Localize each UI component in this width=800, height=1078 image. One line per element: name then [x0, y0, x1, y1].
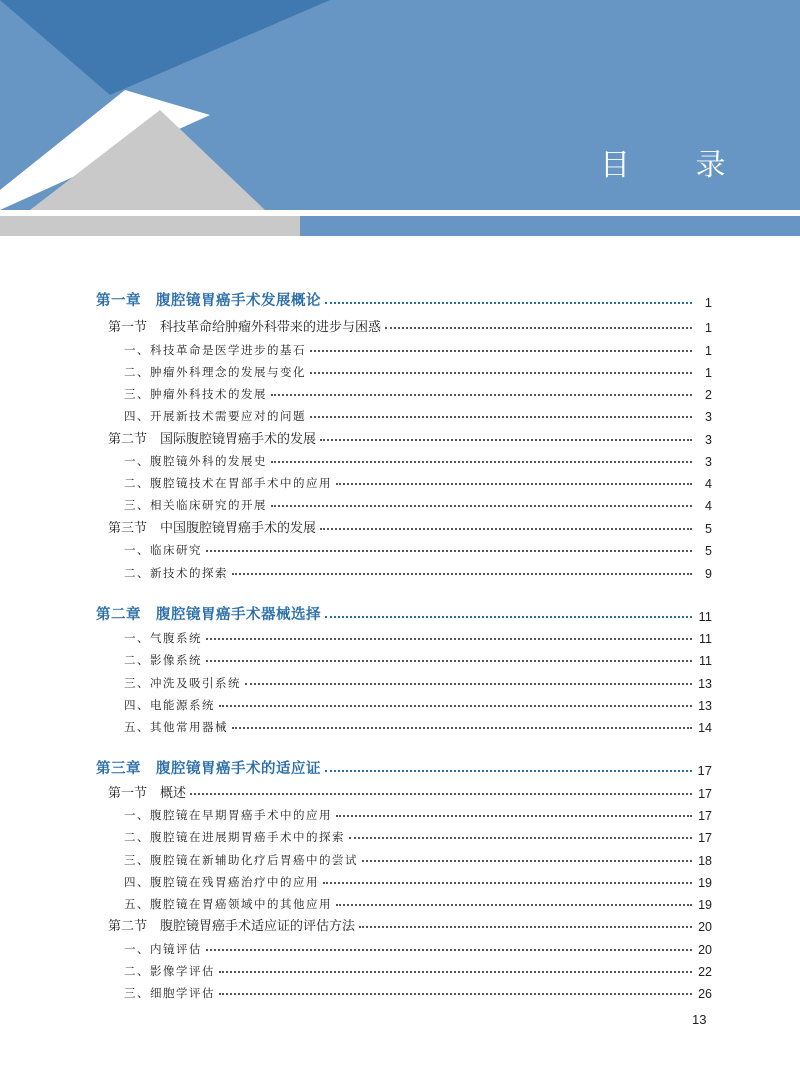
banner-blue-strip [300, 216, 800, 236]
toc-section-entry[interactable] [108, 779, 712, 801]
toc-item-entry[interactable] [124, 469, 712, 491]
dot-leader [336, 815, 692, 817]
toc-entry-title: 一、内镜评估 [124, 942, 202, 956]
toc-entry-page: 13 [698, 699, 712, 713]
toc-entry-title: 第三章 腹腔镜胃癌手术的适应证 [96, 760, 321, 777]
toc-entry-page: 4 [705, 499, 712, 513]
toc-item-entry[interactable] [124, 559, 712, 581]
toc-entry-title: 二、影像系统 [124, 653, 202, 667]
dot-leader [320, 439, 692, 441]
dot-leader [206, 550, 692, 552]
toc-item-entry[interactable] [124, 713, 712, 735]
toc-entry-title: 三、肿瘤外科技术的发展 [124, 387, 267, 401]
toc-item-entry[interactable] [124, 801, 712, 823]
toc-entry-page: 3 [705, 410, 712, 424]
dot-leader [219, 993, 692, 995]
toc-item-entry[interactable] [124, 447, 712, 469]
toc-entry-title: 四、腹腔镜在残胃癌治疗中的应用 [124, 875, 319, 889]
toc-entry-title: 一、临床研究 [124, 543, 202, 557]
dot-leader [362, 860, 692, 862]
dot-leader [271, 394, 692, 396]
dot-leader [320, 528, 692, 530]
dot-leader [219, 705, 692, 707]
header-banner [0, 0, 800, 240]
page-title: 目 录 [600, 148, 754, 183]
toc-entry-page: 1 [705, 321, 712, 335]
toc-entry-page: 14 [698, 721, 712, 735]
toc-entry-page: 5 [705, 522, 712, 536]
dot-leader [190, 793, 692, 795]
toc-entry-title: 二、肿瘤外科理念的发展与变化 [124, 365, 306, 379]
dot-leader [245, 683, 692, 685]
toc-entry-title: 一、腹腔镜在早期胃癌手术中的应用 [124, 808, 332, 822]
toc-entry-title: 三、冲洗及吸引系统 [124, 676, 241, 690]
toc-entry-page: 18 [698, 854, 712, 868]
toc-entry-title: 二、腹腔镜在进展期胃癌手术中的探索 [124, 830, 345, 844]
toc-item-entry[interactable] [124, 358, 712, 380]
toc-entry-page: 11 [699, 654, 712, 668]
toc-item-entry[interactable] [124, 380, 712, 402]
toc-chapter-entry[interactable] [96, 288, 712, 310]
toc-item-entry[interactable] [124, 536, 712, 558]
toc-item-entry[interactable] [124, 669, 712, 691]
toc-entry-page: 3 [705, 433, 712, 447]
dot-leader [310, 416, 692, 418]
toc-entry-page: 20 [698, 943, 712, 957]
dot-leader [323, 882, 692, 884]
toc-entry-page: 20 [698, 920, 712, 934]
toc-entry-title: 第二节 国际腹腔镜胃癌手术的发展 [108, 432, 317, 447]
toc-item-entry[interactable] [124, 646, 712, 668]
toc-entry-title: 五、腹腔镜在胃癌领域中的其他应用 [124, 897, 332, 911]
toc-entry-title: 五、其他常用器械 [124, 720, 228, 734]
toc-entry-page: 19 [698, 876, 712, 890]
toc-entry-title: 第一节 概述 [108, 786, 187, 801]
dot-leader [325, 302, 692, 304]
toc-entry-title: 二、影像学评估 [124, 964, 215, 978]
toc-entry-title: 一、科技革命是医学进步的基石 [124, 343, 306, 357]
dot-leader [349, 837, 692, 839]
dot-leader [271, 461, 692, 463]
toc-entry-page: 4 [705, 477, 712, 491]
toc-section-entry[interactable] [108, 912, 712, 934]
toc-entry-title: 三、细胞学评估 [124, 986, 215, 1000]
toc-entry-title: 二、腹腔镜技术在胃部手术中的应用 [124, 476, 332, 490]
page-number: 13 [692, 1012, 707, 1027]
toc-entry-page: 1 [705, 344, 712, 358]
dot-leader [385, 327, 692, 329]
toc-entry-title: 一、腹腔镜外科的发展史 [124, 454, 267, 468]
dot-leader [325, 770, 692, 772]
toc-item-entry[interactable] [124, 491, 712, 513]
dot-leader [325, 616, 692, 618]
dot-leader [219, 971, 692, 973]
toc-entry-page: 17 [698, 809, 712, 823]
toc-entry-title: 三、腹腔镜在新辅助化疗后胃癌中的尝试 [124, 853, 358, 867]
toc-entry-page: 3 [705, 455, 712, 469]
toc-entry-page: 2 [705, 388, 712, 402]
toc-section-entry[interactable] [108, 313, 712, 335]
toc-entry-title: 第一节 科技革命给肿瘤外科带来的进步与困惑 [108, 320, 382, 335]
toc-entry-page: 9 [705, 567, 712, 581]
toc-entry-title: 第二节 腹腔镜胃癌手术适应证的评估方法 [108, 919, 356, 934]
toc-item-entry[interactable] [124, 868, 712, 890]
dot-leader [206, 949, 692, 951]
toc-entry-page: 1 [704, 295, 712, 310]
toc-entry-title: 三、相关临床研究的开展 [124, 498, 267, 512]
toc-entry-page: 1 [705, 366, 712, 380]
toc-entry-title: 一、气腹系统 [124, 631, 202, 645]
toc-entry-page: 17 [697, 763, 712, 778]
toc-entry-title: 二、新技术的探索 [124, 566, 228, 580]
dot-leader [271, 505, 692, 507]
toc-item-entry[interactable] [124, 890, 712, 912]
toc-entry-title: 四、开展新技术需要应对的问题 [124, 409, 306, 423]
toc-item-entry[interactable] [124, 823, 712, 845]
toc-entry-page: 11 [699, 632, 712, 646]
dot-leader [206, 660, 692, 662]
toc-item-entry[interactable] [124, 691, 712, 713]
toc-entry-title: 第三节 中国腹腔镜胃癌手术的发展 [108, 521, 317, 536]
toc-entry-title: 四、电能源系统 [124, 698, 215, 712]
toc-section-entry[interactable] [108, 425, 712, 447]
toc-item-entry[interactable] [124, 624, 712, 646]
toc-chapter-entry[interactable] [96, 756, 712, 778]
dot-leader [232, 727, 692, 729]
banner-gray-strip [0, 216, 300, 236]
toc-item-entry[interactable] [124, 846, 712, 868]
toc-section-entry[interactable] [108, 514, 712, 536]
toc-entry-title: 第二章 腹腔镜胃癌手术器械选择 [96, 606, 321, 623]
dot-leader [336, 483, 692, 485]
toc-entry-title: 第一章 腹腔镜胃癌手术发展概论 [96, 292, 321, 309]
toc-item-entry[interactable] [124, 957, 712, 979]
toc-item-entry[interactable] [124, 402, 712, 424]
dot-leader [359, 926, 692, 928]
toc-entry-page: 17 [698, 787, 712, 801]
toc-item-entry[interactable] [124, 336, 712, 358]
dot-leader [336, 904, 692, 906]
dot-leader [310, 372, 692, 374]
toc-entry-page: 17 [698, 831, 712, 845]
toc-entry-page: 5 [705, 544, 712, 558]
toc-item-entry[interactable] [124, 979, 712, 1001]
toc-entry-page: 11 [698, 609, 712, 624]
dot-leader [206, 638, 692, 640]
toc-entry-page: 13 [698, 677, 712, 691]
toc-item-entry[interactable] [124, 935, 712, 957]
toc-entry-page: 26 [698, 987, 712, 1001]
toc-chapter-entry[interactable] [96, 602, 712, 624]
dot-leader [310, 350, 692, 352]
toc-entry-page: 19 [698, 898, 712, 912]
toc-entry-page: 22 [698, 965, 712, 979]
dot-leader [232, 573, 692, 575]
